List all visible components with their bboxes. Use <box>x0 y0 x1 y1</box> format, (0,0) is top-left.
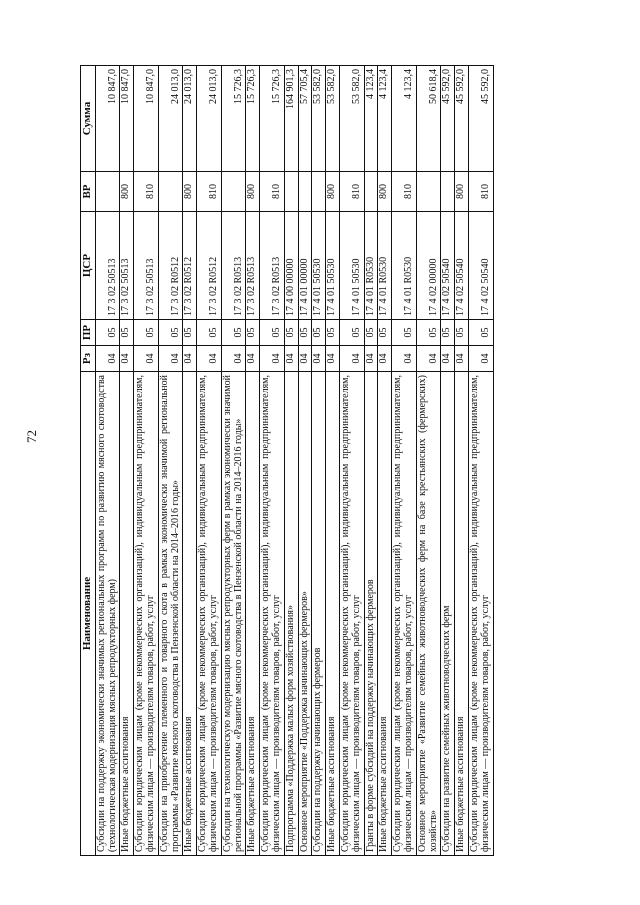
table-row <box>298 66 312 856</box>
cell-rz: 04 <box>158 346 183 372</box>
cell-vr: 810 <box>468 172 493 212</box>
table-body <box>95 66 493 856</box>
cell-pr: 05 <box>183 320 197 346</box>
header-sum: Сумма <box>81 66 96 172</box>
cell-rz: 04 <box>197 346 222 372</box>
table-row <box>134 66 159 856</box>
cell-pr: 05 <box>120 320 134 346</box>
cell-sum: 10 847,0 <box>120 66 134 172</box>
table-row <box>416 66 441 856</box>
cell-name: Субсидии юридическим лицам (кроме некоммерческих организаций), индивидуальным предпринимателям, физическим лицам — производителям товаров, работ, услуг <box>468 372 493 856</box>
table-row <box>364 66 378 856</box>
cell-csr: 17 3 02 50513 <box>120 212 134 320</box>
cell-pr: 05 <box>441 320 455 346</box>
cell-name: Субсидии на приобретение племенного и товарного скота в рамках экономически значимой региональной программы «Развитие мясного скотоводства в Пензенской области на 2014–2016 годы» <box>158 372 183 856</box>
cell-name: Субсидии на развитие семейных животноводческих ферм <box>441 372 455 856</box>
table-row <box>221 66 246 856</box>
table-row <box>246 66 260 856</box>
table-row <box>378 66 392 856</box>
cell-vr: 800 <box>246 172 260 212</box>
cell-rz: 04 <box>455 346 469 372</box>
cell-name: Субсидии юридическим лицам (кроме некоммерческих организаций), индивидуальным предпринимателям, физическим лицам — производителям товаров, работ, услуг <box>197 372 222 856</box>
cell-pr: 05 <box>468 320 493 346</box>
cell-vr <box>312 172 326 212</box>
cell-csr: 17 4 01 00000 <box>298 212 312 320</box>
table-row <box>284 66 298 856</box>
cell-name: Субсидии на поддержку начинающих фермеров <box>312 372 326 856</box>
table-header-row <box>81 66 96 856</box>
cell-pr: 05 <box>246 320 260 346</box>
cell-vr <box>364 172 378 212</box>
cell-csr: 17 3 02 R0512 <box>158 212 183 320</box>
cell-pr: 05 <box>364 320 378 346</box>
header-csr: ЦСР <box>81 212 96 320</box>
cell-pr: 05 <box>260 320 285 346</box>
cell-sum: 53 582,0 <box>312 66 326 172</box>
cell-vr: 810 <box>340 172 365 212</box>
cell-vr <box>416 172 441 212</box>
cell-rz: 04 <box>364 346 378 372</box>
table-row <box>197 66 222 856</box>
cell-csr: 17 3 02 R0512 <box>183 212 197 320</box>
cell-sum: 4 123,4 <box>378 66 392 172</box>
cell-csr: 17 4 02 50540 <box>441 212 455 320</box>
header-rz: Рз <box>81 346 96 372</box>
cell-sum: 10 847,0 <box>134 66 159 172</box>
cell-sum: 45 592,0 <box>455 66 469 172</box>
cell-sum: 24 013,0 <box>158 66 183 172</box>
cell-sum: 24 013,0 <box>183 66 197 172</box>
cell-vr: 810 <box>260 172 285 212</box>
cell-sum: 15 726,3 <box>221 66 246 172</box>
table-row <box>95 66 120 856</box>
cell-rz: 04 <box>378 346 392 372</box>
cell-sum: 15 726,3 <box>246 66 260 172</box>
cell-vr: 800 <box>120 172 134 212</box>
cell-pr: 05 <box>340 320 365 346</box>
cell-rz: 04 <box>340 346 365 372</box>
cell-pr: 05 <box>416 320 441 346</box>
cell-sum: 15 726,3 <box>260 66 285 172</box>
cell-vr <box>441 172 455 212</box>
cell-name: Субсидии на поддержку экономически значимых региональных программ по развитию мясного скотоводства (технологическая модернизация мясных репродукторных ферм) <box>95 372 120 856</box>
cell-rz: 04 <box>312 346 326 372</box>
cell-pr: 05 <box>298 320 312 346</box>
cell-pr: 05 <box>158 320 183 346</box>
cell-csr: 17 4 01 R0530 <box>378 212 392 320</box>
cell-pr: 05 <box>455 320 469 346</box>
cell-pr: 05 <box>312 320 326 346</box>
cell-csr: 17 3 02 R0513 <box>260 212 285 320</box>
cell-pr: 05 <box>95 320 120 346</box>
cell-vr <box>221 172 246 212</box>
cell-vr: 800 <box>326 172 340 212</box>
table-row <box>468 66 493 856</box>
cell-vr <box>158 172 183 212</box>
cell-csr: 17 3 02 R0513 <box>221 212 246 320</box>
cell-name: Иные бюджетные ассигнования <box>120 372 134 856</box>
table-row <box>340 66 365 856</box>
cell-csr: 17 4 01 50530 <box>312 212 326 320</box>
table-row <box>326 66 340 856</box>
table-row <box>312 66 326 856</box>
cell-csr: 17 3 02 50513 <box>134 212 159 320</box>
cell-csr: 17 3 02 R0512 <box>197 212 222 320</box>
cell-csr: 17 4 01 R0530 <box>392 212 417 320</box>
cell-name: Иные бюджетные ассигнования <box>378 372 392 856</box>
cell-vr: 810 <box>392 172 417 212</box>
header-pr: ПР <box>81 320 96 346</box>
cell-vr: 800 <box>183 172 197 212</box>
cell-rz: 04 <box>95 346 120 372</box>
cell-vr <box>298 172 312 212</box>
cell-sum: 4 123,4 <box>392 66 417 172</box>
page-number: 72 <box>24 430 39 443</box>
cell-csr: 17 4 00 00000 <box>284 212 298 320</box>
cell-rz: 04 <box>284 346 298 372</box>
cell-pr: 05 <box>378 320 392 346</box>
cell-rz: 04 <box>134 346 159 372</box>
cell-rz: 04 <box>183 346 197 372</box>
cell-rz: 04 <box>260 346 285 372</box>
cell-name: Субсидии на технологическую модернизацию мясных репродукторных ферм в рамках экономически значимой региональной программы «Развитие мясного скотоводства в Пензенской области на 2014–2016 годы» <box>221 372 246 856</box>
budget-table <box>80 65 494 856</box>
cell-vr: 800 <box>378 172 392 212</box>
cell-vr <box>95 172 120 212</box>
cell-pr: 05 <box>134 320 159 346</box>
table-row <box>120 66 134 856</box>
cell-sum: 10 847,0 <box>95 66 120 172</box>
cell-rz: 04 <box>441 346 455 372</box>
cell-rz: 04 <box>468 346 493 372</box>
cell-name: Иные бюджетные ассигнования <box>246 372 260 856</box>
cell-sum: 45 592,0 <box>441 66 455 172</box>
rotated-page-content <box>80 66 494 856</box>
table-row <box>441 66 455 856</box>
cell-name: Иные бюджетные ассигнования <box>455 372 469 856</box>
cell-sum: 45 592,0 <box>468 66 493 172</box>
cell-rz: 04 <box>120 346 134 372</box>
cell-sum: 164 901,3 <box>284 66 298 172</box>
cell-name: Субсидии юридическим лицам (кроме некоммерческих организаций), индивидуальным предпринимателям, физическим лицам — производителям товаров, работ, услуг <box>260 372 285 856</box>
cell-name: Иные бюджетные ассигнования <box>326 372 340 856</box>
cell-name: Основное мероприятие «Развитие семейных животноводческих ферм на базе крестьянских (фермерских) хозяйств» <box>416 372 441 856</box>
cell-pr: 05 <box>326 320 340 346</box>
table-row <box>392 66 417 856</box>
cell-name: Подпрограмма «Поддержка малых форм хозяйствования» <box>284 372 298 856</box>
cell-rz: 04 <box>298 346 312 372</box>
cell-sum: 50 618,4 <box>416 66 441 172</box>
cell-name: Субсидии юридическим лицам (кроме некоммерческих организаций), индивидуальным предпринимателям, физическим лицам — производителям товаров, работ, услуг <box>134 372 159 856</box>
cell-pr: 05 <box>392 320 417 346</box>
cell-pr: 05 <box>284 320 298 346</box>
cell-pr: 05 <box>197 320 222 346</box>
cell-vr: 810 <box>134 172 159 212</box>
cell-vr: 810 <box>197 172 222 212</box>
cell-csr: 17 4 01 50530 <box>326 212 340 320</box>
cell-sum: 57 705,4 <box>298 66 312 172</box>
header-name: Наименование <box>81 372 96 856</box>
header-vr: ВР <box>81 172 96 212</box>
cell-rz: 04 <box>326 346 340 372</box>
cell-csr: 17 4 02 50540 <box>468 212 493 320</box>
cell-csr: 17 4 01 50530 <box>340 212 365 320</box>
table-row <box>158 66 183 856</box>
cell-vr <box>284 172 298 212</box>
cell-csr: 17 4 01 R0530 <box>364 212 378 320</box>
cell-vr: 800 <box>455 172 469 212</box>
cell-rz: 04 <box>221 346 246 372</box>
table-row <box>183 66 197 856</box>
cell-csr: 17 3 02 50513 <box>95 212 120 320</box>
cell-rz: 04 <box>416 346 441 372</box>
cell-sum: 53 582,0 <box>340 66 365 172</box>
cell-name: Гранты в форме субсидий на поддержку начинающих фермеров <box>364 372 378 856</box>
cell-rz: 04 <box>246 346 260 372</box>
table-row <box>260 66 285 856</box>
cell-sum: 4 123,4 <box>364 66 378 172</box>
cell-name: Иные бюджетные ассигнования <box>183 372 197 856</box>
cell-name: Субсидии юридическим лицам (кроме некоммерческих организаций), индивидуальным предпринимателям, физическим лицам — производителям товаров, работ, услуг <box>392 372 417 856</box>
cell-name: Основное мероприятие «Поддержка начинающих фермеров» <box>298 372 312 856</box>
cell-csr: 17 4 02 50540 <box>455 212 469 320</box>
cell-name: Субсидии юридическим лицам (кроме некоммерческих организаций), индивидуальным предпринимателям, физическим лицам — производителям товаров, работ, услуг <box>340 372 365 856</box>
cell-csr: 17 3 02 R0513 <box>246 212 260 320</box>
cell-csr: 17 4 02 00000 <box>416 212 441 320</box>
cell-sum: 53 582,0 <box>326 66 340 172</box>
cell-sum: 24 013,0 <box>197 66 222 172</box>
cell-rz: 04 <box>392 346 417 372</box>
cell-pr: 05 <box>221 320 246 346</box>
table-row <box>455 66 469 856</box>
